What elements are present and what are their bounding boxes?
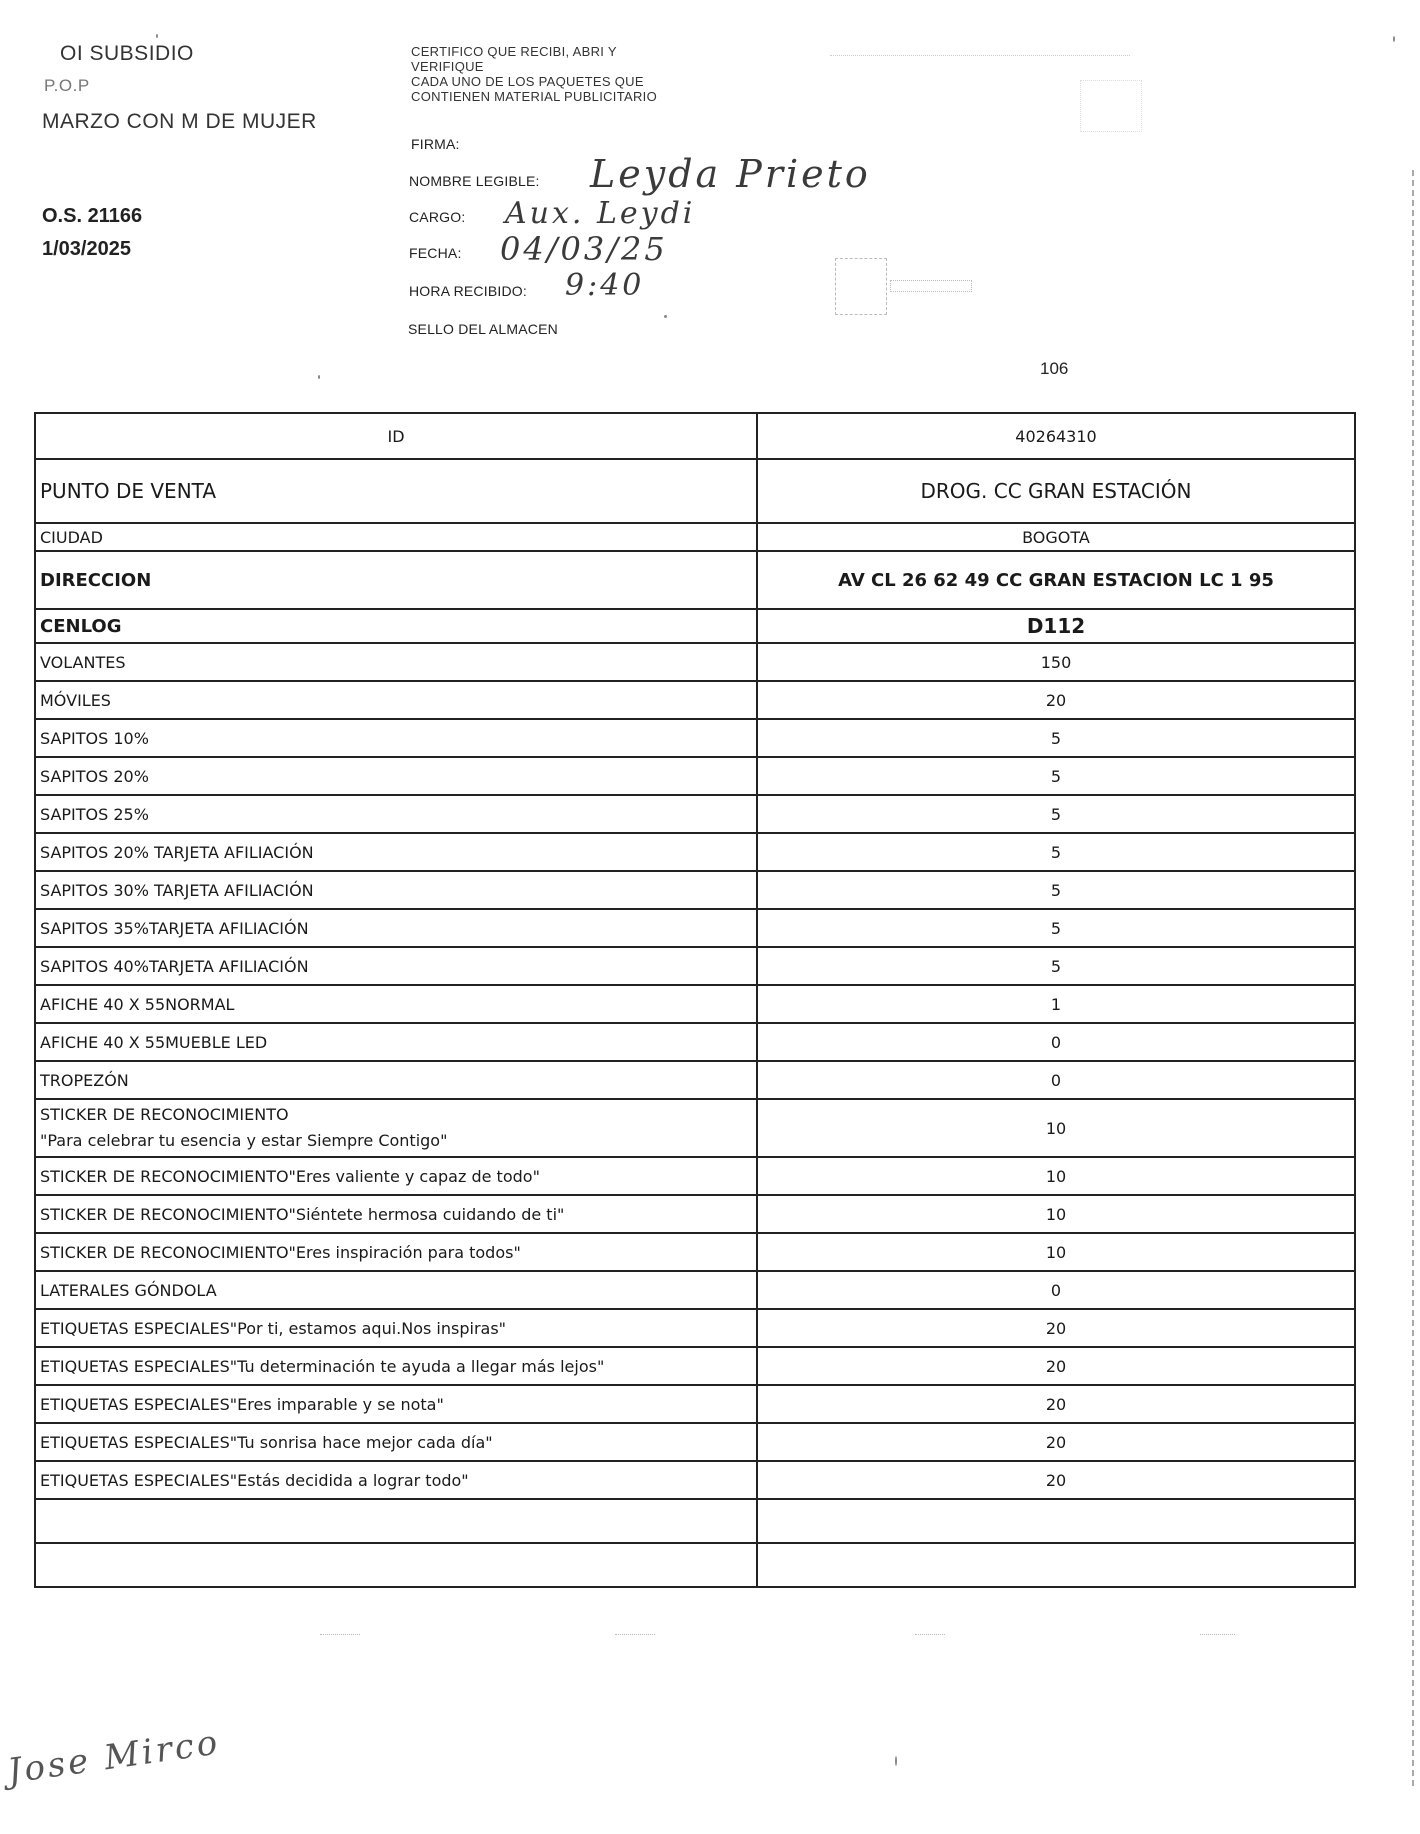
- scan-speck: [895, 1756, 897, 1766]
- row-value: 20: [757, 1309, 1355, 1347]
- row-label: STICKER DE RECONOCIMIENTO"Siéntete hermosa cuidando de ti": [35, 1195, 757, 1233]
- row-label: MÓVILES: [35, 681, 757, 719]
- row-value: 5: [757, 909, 1355, 947]
- row-label: PUNTO DE VENTA: [35, 459, 757, 523]
- row-value: D112: [757, 609, 1355, 643]
- row-label: ETIQUETAS ESPECIALES"Tu determinación te ayuda a llegar más lejos": [35, 1347, 757, 1385]
- certification-text: [411, 44, 657, 104]
- row-value: 10: [757, 1099, 1355, 1157]
- empty-cell: [35, 1499, 757, 1543]
- table-row: [35, 795, 1355, 833]
- row-value: AV CL 26 62 49 CC GRAN ESTACION LC 1 95: [757, 551, 1355, 609]
- row-value: BOGOTA: [757, 523, 1355, 551]
- row-value: 0: [757, 1061, 1355, 1099]
- table-row: [35, 551, 1355, 609]
- row-label-quote: "Para celebrar tu esencia y estar Siempre Contigo": [40, 1131, 448, 1150]
- row-label: STICKER DE RECONOCIMIENTO"Eres valiente y capaz de todo": [35, 1157, 757, 1195]
- table-row: [35, 833, 1355, 871]
- sello-label: SELLO DEL ALMACEN: [408, 321, 558, 337]
- table-row: [35, 1195, 1355, 1233]
- empty-row: [35, 1543, 1355, 1587]
- row-label: ETIQUETAS ESPECIALES"Tu sonrisa hace mejor cada día": [35, 1423, 757, 1461]
- row-label: DIRECCION: [35, 551, 757, 609]
- empty-cell: [35, 1543, 757, 1587]
- table-row: [35, 719, 1355, 757]
- table-row: [35, 1099, 1355, 1157]
- row-value: 20: [757, 1461, 1355, 1499]
- scan-artifact: [615, 1626, 655, 1635]
- row-label: LATERALES GÓNDOLA: [35, 1271, 757, 1309]
- table-row: [35, 1461, 1355, 1499]
- nombre-label: NOMBRE LEGIBLE:: [409, 173, 540, 189]
- row-label: ETIQUETAS ESPECIALES"Estás decidida a lograr todo": [35, 1461, 757, 1499]
- scan-artifact: [320, 1626, 360, 1635]
- row-label: AFICHE 40 X 55NORMAL: [35, 985, 757, 1023]
- table-row: [35, 757, 1355, 795]
- table-row: [35, 1061, 1355, 1099]
- table-row: [35, 523, 1355, 551]
- row-value: 10: [757, 1195, 1355, 1233]
- row-value: 0: [757, 1271, 1355, 1309]
- table-row: [35, 947, 1355, 985]
- table-row: [35, 1271, 1355, 1309]
- scan-speck: [318, 375, 320, 379]
- campaign-line-2: P.O.P: [44, 76, 90, 95]
- table-row: [35, 1157, 1355, 1195]
- firma-label: FIRMA:: [411, 136, 460, 152]
- page-number: 106: [1040, 359, 1069, 378]
- row-value: 1: [757, 985, 1355, 1023]
- row-value: 5: [757, 833, 1355, 871]
- row-value: 10: [757, 1233, 1355, 1271]
- row-label: AFICHE 40 X 55MUEBLE LED: [35, 1023, 757, 1061]
- table-row: [35, 1385, 1355, 1423]
- table-row: [35, 413, 1355, 459]
- footer-signature: Jose Mirco: [5, 1722, 223, 1792]
- row-label: CENLOG: [35, 609, 757, 643]
- table-row: [35, 1309, 1355, 1347]
- cert-line: VERIFIQUE: [411, 59, 484, 74]
- row-value: 20: [757, 1347, 1355, 1385]
- handwritten-hora: 9:40: [565, 268, 645, 303]
- cert-line: CONTIENEN MATERIAL PUBLICITARIO: [411, 89, 657, 104]
- row-label-multiline: [35, 1099, 757, 1157]
- row-value: 20: [757, 681, 1355, 719]
- row-label: ETIQUETAS ESPECIALES"Eres imparable y se nota": [35, 1385, 757, 1423]
- row-label: SAPITOS 20% TARJETA AFILIACIÓN: [35, 833, 757, 871]
- row-value: 5: [757, 947, 1355, 985]
- row-value: 20: [757, 1385, 1355, 1423]
- row-label: SAPITOS 10%: [35, 719, 757, 757]
- table-row: [35, 1347, 1355, 1385]
- cert-line: CERTIFICO QUE RECIBI, ABRI Y: [411, 44, 617, 59]
- scan-speck: [156, 34, 158, 38]
- table-row: [35, 1423, 1355, 1461]
- scan-edge-line: [1412, 170, 1414, 1790]
- row-label: SAPITOS 35%TARJETA AFILIACIÓN: [35, 909, 757, 947]
- scan-artifact: [1200, 1626, 1235, 1635]
- row-label: STICKER DE RECONOCIMIENTO"Eres inspiración para todos": [35, 1233, 757, 1271]
- scan-speck: [1393, 36, 1395, 42]
- row-value: 20: [757, 1423, 1355, 1461]
- row-value: DROG. CC GRAN ESTACIÓN: [757, 459, 1355, 523]
- row-value: 5: [757, 719, 1355, 757]
- row-label: ID: [35, 413, 757, 459]
- faint-stamp: [835, 258, 887, 315]
- row-label: SAPITOS 20%: [35, 757, 757, 795]
- hora-label: HORA RECIBIDO:: [409, 283, 527, 299]
- faint-stamp-mark: [890, 280, 972, 292]
- campaign-line-3: MARZO CON M DE MUJER: [42, 110, 317, 133]
- campaign-line-1: OI SUBSIDIO: [60, 42, 194, 65]
- table-row: [35, 643, 1355, 681]
- table-row: [35, 909, 1355, 947]
- row-value: 10: [757, 1157, 1355, 1195]
- row-value: 150: [757, 643, 1355, 681]
- table-row: [35, 1233, 1355, 1271]
- order-date: 1/03/2025: [42, 238, 131, 260]
- row-value: 40264310: [757, 413, 1355, 459]
- row-label: SAPITOS 25%: [35, 795, 757, 833]
- row-label: VOLANTES: [35, 643, 757, 681]
- row-value: 5: [757, 871, 1355, 909]
- empty-cell: [757, 1543, 1355, 1587]
- row-label: TROPEZÓN: [35, 1061, 757, 1099]
- table-row: [35, 681, 1355, 719]
- order-number: O.S. 21166: [42, 205, 143, 227]
- cargo-label: CARGO:: [409, 209, 466, 225]
- table-row: [35, 609, 1355, 643]
- table-row: [35, 871, 1355, 909]
- empty-cell: [757, 1499, 1355, 1543]
- row-value: 5: [757, 795, 1355, 833]
- row-label: SAPITOS 30% TARJETA AFILIACIÓN: [35, 871, 757, 909]
- handwritten-fecha: 04/03/25: [500, 230, 668, 268]
- cert-line: CADA UNO DE LOS PAQUETES QUE: [411, 74, 644, 89]
- row-label: SAPITOS 40%TARJETA AFILIACIÓN: [35, 947, 757, 985]
- faint-scribble: [1080, 80, 1142, 132]
- scan-artifact: [915, 1626, 945, 1635]
- fecha-label: FECHA:: [409, 245, 462, 261]
- row-label: CIUDAD: [35, 523, 757, 551]
- row-label: ETIQUETAS ESPECIALES"Por ti, estamos aqui.Nos inspiras": [35, 1309, 757, 1347]
- table-row: [35, 1023, 1355, 1061]
- handwritten-nombre: Leyda Prieto: [590, 152, 871, 196]
- empty-row: [35, 1499, 1355, 1543]
- handwritten-cargo: Aux. Leydi: [505, 196, 696, 231]
- row-label: STICKER DE RECONOCIMIENTO: [40, 1105, 289, 1124]
- row-value: 0: [757, 1023, 1355, 1061]
- row-value: 5: [757, 757, 1355, 795]
- materials-table: [34, 412, 1356, 1588]
- table-row: [35, 459, 1355, 523]
- table-row: [35, 985, 1355, 1023]
- scan-speck: [664, 315, 667, 318]
